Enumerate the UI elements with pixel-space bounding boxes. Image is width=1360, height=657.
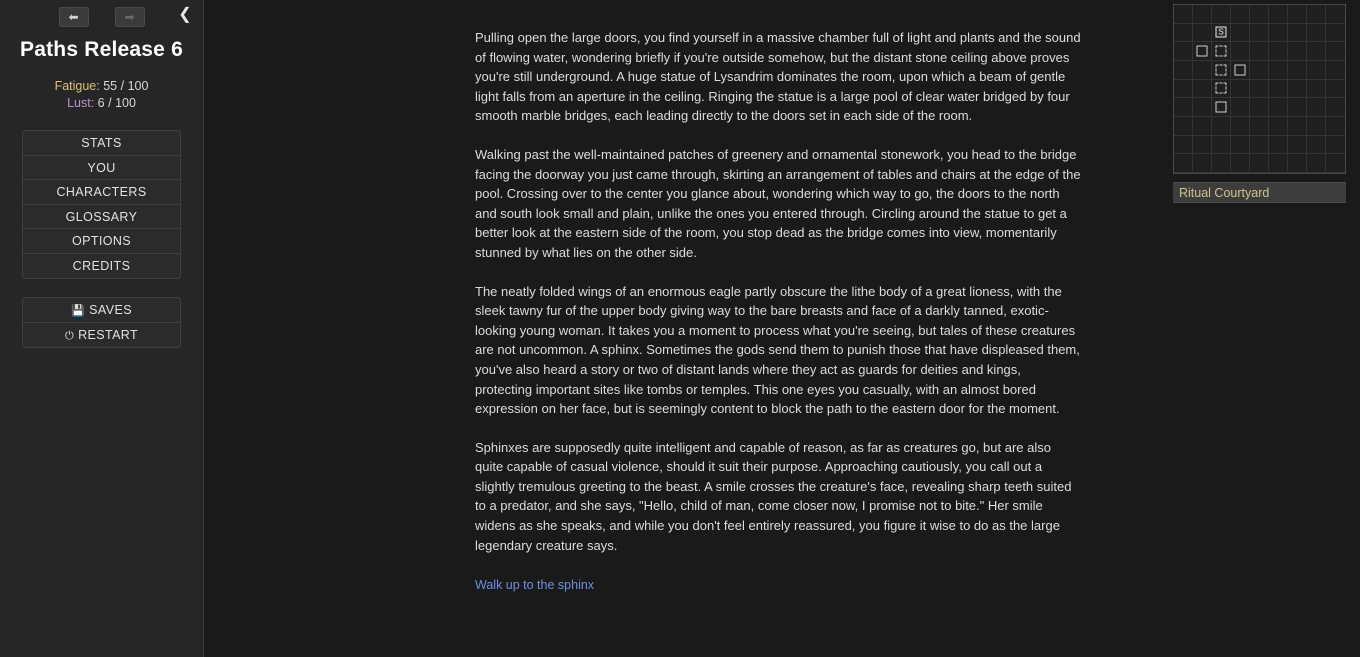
map-cell <box>1250 61 1269 80</box>
map-cell <box>1174 24 1193 43</box>
map-cell <box>1288 61 1307 80</box>
map-cell <box>1250 136 1269 155</box>
map-cell <box>1307 80 1326 99</box>
story-paragraph: The neatly folded wings of an enormous eagle partly obscure the lithe body of a great lioness, with the sleek tawny fur of the upper body giving way to the bare breasts and face of a darkly tanned, exotic-looking young woman. It takes you a moment to process what you're seeing, but tales of these creatures are not uncommon. A sphinx. Sometimes the gods send them to punish those that have displeased them, you've also heard a story or two of distant lands where they act as guards for deities and kings, protecting important sites like tombs or temples. This one eyes you casually, with an almost bored expression on her face, but is seemingly content to block the path to the eastern door for the moment. <box>475 283 1080 417</box>
map-cell <box>1250 42 1269 61</box>
map-cell <box>1174 154 1193 173</box>
save-icon: 💾 <box>71 305 86 317</box>
main-content <box>204 0 1164 657</box>
collapse-sidebar-button[interactable] <box>175 4 195 26</box>
map-cell <box>1269 154 1288 173</box>
map-cell <box>1212 154 1231 173</box>
map-cell <box>1250 117 1269 136</box>
map-cell <box>1193 117 1212 136</box>
map-cell <box>1269 42 1288 61</box>
map-cell <box>1269 117 1288 136</box>
map-cell <box>1307 61 1326 80</box>
map-location-caption: Ritual Courtyard <box>1173 182 1346 203</box>
choice-link-walk-up-to-the-sphinx[interactable]: Walk up to the sphinx <box>475 578 595 593</box>
sidebar-item-characters[interactable]: CHARACTERS <box>23 180 180 205</box>
sidebar-item-restart-label: RESTART <box>78 327 139 342</box>
map-cell <box>1212 24 1231 43</box>
stat-lust <box>0 95 203 112</box>
sidebar-menu-secondary <box>22 297 181 348</box>
sidebar <box>0 0 204 657</box>
map-cell <box>1174 136 1193 155</box>
stat-lust-separator: / <box>108 96 112 110</box>
map-cell <box>1174 42 1193 61</box>
map-cell <box>1326 80 1345 99</box>
stats-block <box>0 78 203 112</box>
map-cell <box>1326 42 1345 61</box>
sidebar-item-credits[interactable]: CREDITS <box>72 258 131 273</box>
forward-button[interactable] <box>115 7 145 27</box>
stat-lust-max: 100 <box>115 96 136 110</box>
arrow-right-icon: ➡ <box>124 9 135 24</box>
map-cell <box>1326 61 1345 80</box>
map-cell <box>1212 5 1231 24</box>
map-cell <box>1174 80 1193 99</box>
power-icon: ⏻ <box>64 329 75 342</box>
story-passage <box>475 28 1081 596</box>
stat-fatigue-value: 55 <box>103 79 118 93</box>
map-cell <box>1326 98 1345 117</box>
map-cell <box>1231 24 1250 43</box>
sidebar-menu <box>22 130 181 279</box>
map-cell <box>1193 98 1212 117</box>
page-title: Paths Release 6 <box>20 38 183 61</box>
map-cell <box>1288 136 1307 155</box>
map-cell <box>1193 42 1212 61</box>
map-cell <box>1288 117 1307 136</box>
map-cell <box>1326 117 1345 136</box>
map-cell <box>1269 98 1288 117</box>
map-cell <box>1307 136 1326 155</box>
stat-lust-value: 6 <box>97 96 105 110</box>
map-cell <box>1326 136 1345 155</box>
map-node[interactable] <box>1216 83 1227 94</box>
map-node-current[interactable]: S <box>1216 27 1227 38</box>
map-cell <box>1269 136 1288 155</box>
map-cell <box>1174 61 1193 80</box>
map-grid[interactable] <box>1173 4 1346 174</box>
stat-fatigue <box>0 78 203 95</box>
stat-lust-label: Lust: <box>67 96 95 110</box>
chevron-left-icon: ❮ <box>178 6 192 23</box>
map-cell <box>1326 154 1345 173</box>
map-cell <box>1231 5 1250 24</box>
map-cell <box>1250 80 1269 99</box>
map-cell <box>1212 136 1231 155</box>
story-paragraph: Walking past the well-maintained patches of greenery and ornamental stonework, you head to the bridge facing the doorway you just came through, skirting an arrangement of tables and chairs at the edge of the pool. Crossing over to the center you glance about, wondering which way to go, the doors to the north and south look small and plain, unlike the ones you entered through. Circling around the statue to get a better look at the eastern side of the room, you stop dead as the bridge comes into view, momentarily stunned by what lies on the other side. <box>475 146 1081 260</box>
sidebar-item-stats[interactable]: STATS <box>23 131 180 156</box>
story-paragraph: Pulling open the large doors, you find yourself in a massive chamber full of light and plants and the sound of flowing water, wondering briefly if you're outside somehow, but the distant stone ceiling above proves you're still underground. A huge statue of Lysandrim dominates the room, upon which a beam of gentle light falls from an aperture in the ceiling. Ringing the statue is a large pool of clear water bridged by four smooth marble bridges, each leading directly to the doors set in each side of the room. <box>475 30 1081 124</box>
sidebar-item-glossary[interactable]: GLOSSARY <box>23 205 180 230</box>
stat-fatigue-separator: / <box>120 79 125 93</box>
map-cell <box>1193 24 1212 43</box>
map-cell <box>1288 80 1307 99</box>
map-cell <box>1231 154 1250 173</box>
map-cell <box>1212 80 1231 99</box>
map-cell <box>1269 80 1288 99</box>
map-cell <box>1212 42 1231 61</box>
map-cell <box>1231 117 1250 136</box>
sidebar-nav-row <box>0 0 203 28</box>
map-cell <box>1307 5 1326 24</box>
map-cell <box>1174 117 1193 136</box>
map-cell <box>1288 5 1307 24</box>
map-cell <box>1250 154 1269 173</box>
map-cell <box>1307 42 1326 61</box>
map-cell <box>1174 98 1193 117</box>
map-cell <box>1307 117 1326 136</box>
map-cell <box>1193 154 1212 173</box>
map-cell <box>1212 61 1231 80</box>
map-cell <box>1307 24 1326 43</box>
map-cell <box>1193 61 1212 80</box>
map-node[interactable] <box>1235 64 1246 75</box>
story-paragraph: Sphinxes are supposedly quite intelligent and capable of reason, as far as creatures go, but are also quite capable of casual violence, should it suit their purpose. Approaching cautiously, you call out a slightly tremulous greeting to the beast. A smile crosses the creature's face, revealing sharp teeth suited to a predator, and she says, "Hello, child of man, come closer now, I promise not to bite." Her smile widens as she speaks, and while you don't feel entirely reassured, you figure it wise to do as the large legendary creature says. <box>475 439 1072 553</box>
map-cell <box>1193 5 1212 24</box>
stat-fatigue-label: Fatigue: <box>54 79 100 93</box>
map-cell <box>1231 98 1250 117</box>
map-node[interactable] <box>1197 46 1208 57</box>
map-cell <box>1174 5 1193 24</box>
back-button[interactable] <box>59 7 89 27</box>
map-panel <box>1173 4 1346 203</box>
map-cell <box>1231 80 1250 99</box>
map-cell <box>1250 5 1269 24</box>
map-cell <box>1288 42 1307 61</box>
map-node[interactable] <box>1216 46 1227 57</box>
map-cell <box>1231 136 1250 155</box>
sidebar-item-restart[interactable] <box>23 323 180 348</box>
arrow-left-icon: ⬅ <box>68 9 79 24</box>
map-cell <box>1307 98 1326 117</box>
map-cell <box>1269 5 1288 24</box>
map-node[interactable] <box>1216 102 1227 113</box>
map-cell <box>1231 42 1250 61</box>
map-cell <box>1288 24 1307 43</box>
map-cell <box>1269 61 1288 80</box>
map-cell <box>1212 98 1231 117</box>
map-cell <box>1269 24 1288 43</box>
map-cell <box>1307 154 1326 173</box>
stat-fatigue-max: 100 <box>127 79 149 93</box>
map-cell <box>1231 61 1250 80</box>
map-cell <box>1326 5 1345 24</box>
map-cell <box>1250 24 1269 43</box>
map-cell <box>1288 154 1307 173</box>
map-cell <box>1193 136 1212 155</box>
map-cell <box>1288 98 1307 117</box>
map-node[interactable] <box>1216 64 1227 75</box>
sidebar-item-you[interactable]: YOU <box>23 156 180 181</box>
map-cell <box>1326 24 1345 43</box>
map-cell <box>1193 80 1212 99</box>
sidebar-item-saves-label: SAVES <box>89 303 132 317</box>
map-cell <box>1250 98 1269 117</box>
sidebar-item-saves[interactable] <box>23 298 180 323</box>
map-cell <box>1212 117 1231 136</box>
sidebar-item-options[interactable]: OPTIONS <box>23 229 180 254</box>
